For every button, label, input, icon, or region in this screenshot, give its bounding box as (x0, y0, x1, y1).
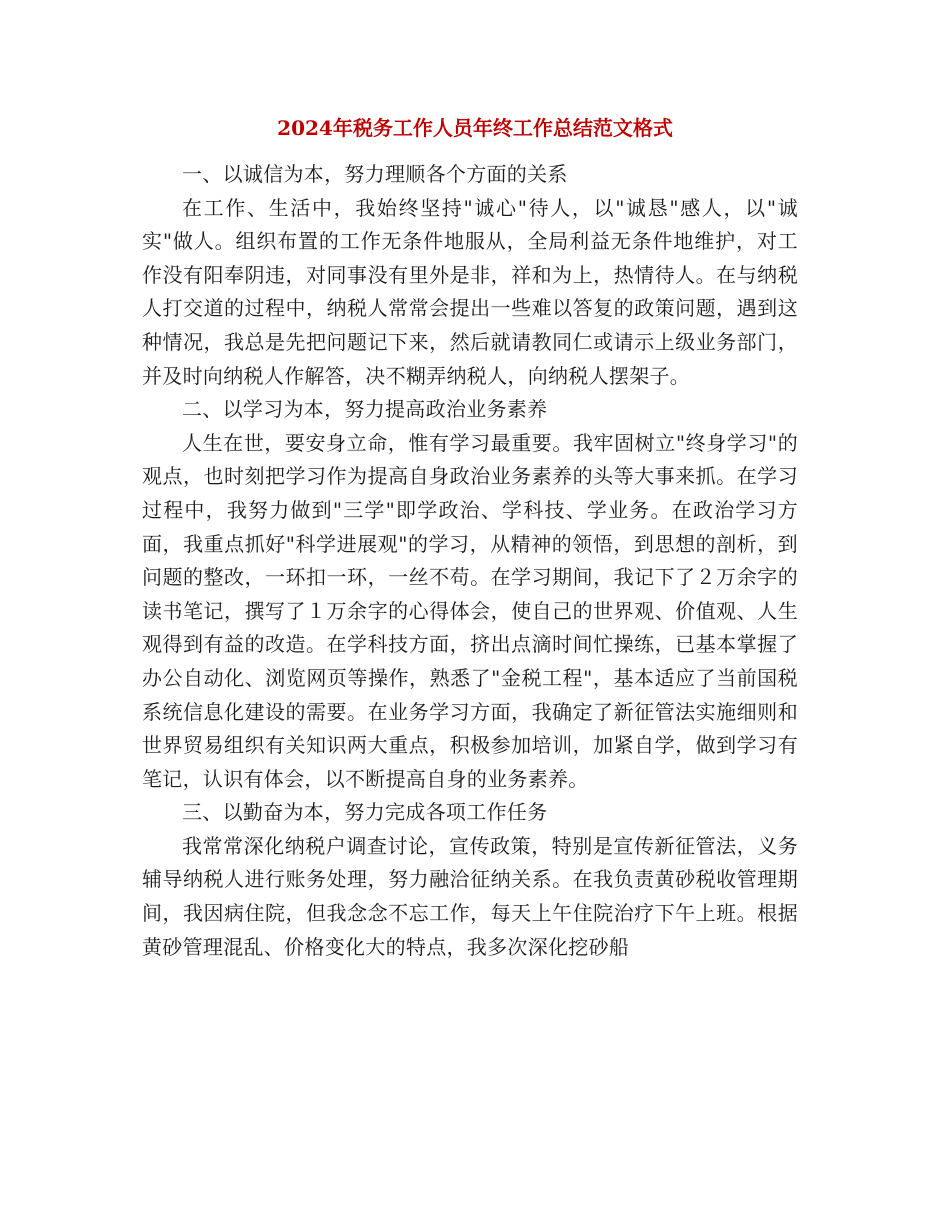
section-heading-3: 三、以勤奋为本，努力完成各项工作任务 (182, 800, 548, 825)
section-heading-2: 二、以学习为本，努力提高政治业务素养 (182, 397, 548, 422)
document-title: 2024年税务工作人员年终工作总结范文格式 (277, 116, 673, 140)
section-heading-1: 一、以诚信为本，努力理顺各个方面的关系 (182, 162, 568, 186)
document-body (142, 158, 798, 964)
paragraph-3: 我常常深化纳税户调查讨论，宣传政策，特别是宣传新征管法，义务辅导纳税人进行账务处理，努力融洽征纳关系。在我负责黄砂税收管理期间，我因病住院，但我念念不忘工作，每天上午住院治疗下午上班。根据黄砂管理混乱、价格变化大的特点，我多次深化挖砂船 (142, 833, 798, 959)
paragraph-1: 在工作、生活中，我始终坚持"诚心"待人，以"诚恳"感人，以"诚实"做人。组织布置的工作无条件地服从，全局利益无条件地维护，对工作没有阳奉阴违，对同事没有里外是非，祥和为上，热情待人。在与纳税人打交道的过程中，纳税人常常会提出一些难以答复的政策问题，遇到这种情况，我总是先把问题记下来，然后就请教同仁或请示上级业务部门，并及时向纳税人作解答，决不糊弄纳税人，向纳税人摆架子。 (142, 195, 798, 388)
paragraph-2: 人生在世，要安身立命，惟有学习最重要。我牢固树立"终身学习"的观点，也时刻把学习作为提高自身政治业务素养的头等大事来抓。在学习过程中，我努力做到"三学"即学政治、学科技、学业务。在政治学习方面，我重点抓好"科学进展观"的学习，从精神的领悟，到思想的剖析，到问题的整改，一环扣一环，一丝不苟。在学习期间，我记下了２万余字的读书笔记，撰写了１万余字的心得体会，使自己的世界观、价值观、人生观得到有益的改造。在学科技方面，挤出点滴时间忙操练，已基本掌握了办公自动化、浏览网页等操作，熟悉了"金税工程"，基本适应了当前国税系统信息化建设的需要。在业务学习方面，我确定了新征管法实施细则和世界贸易组织有关知识两大重点，积极参加培训，加紧自学，做到学习有笔记，认识有体会，以不断提高自身的业务素养。 (142, 430, 798, 791)
